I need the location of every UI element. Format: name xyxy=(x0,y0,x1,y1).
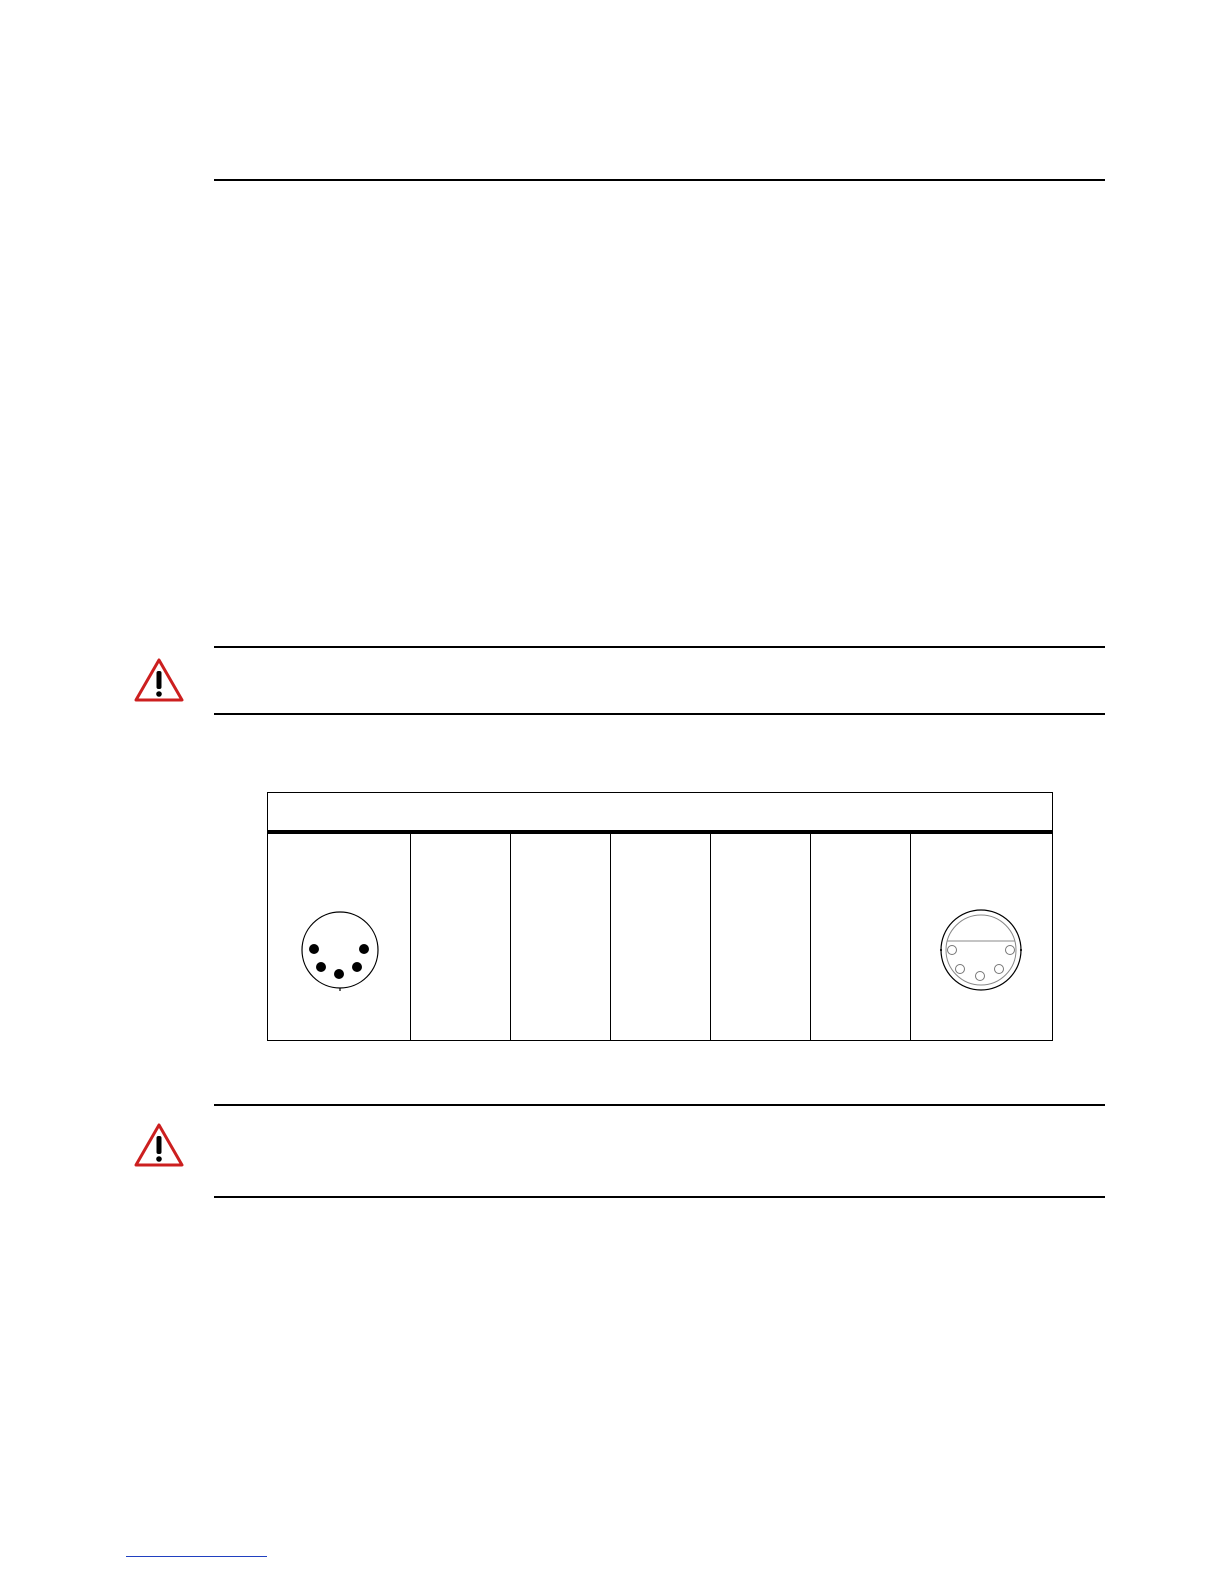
column-divider xyxy=(410,834,411,1040)
pinout-table xyxy=(267,792,1053,1041)
column-divider xyxy=(910,834,911,1040)
din-5-pin-male-connector-icon xyxy=(298,908,382,997)
caution-1-bottom-rule xyxy=(214,713,1105,715)
column-divider xyxy=(810,834,811,1040)
column-divider xyxy=(710,834,711,1040)
caution-2-top-rule xyxy=(214,1104,1105,1106)
caution-triangle-icon xyxy=(133,657,185,703)
caution-2-bottom-rule xyxy=(214,1196,1105,1198)
footer-link-underline[interactable] xyxy=(126,1556,267,1557)
pinout-table-header xyxy=(268,793,1052,834)
top-rule xyxy=(214,179,1105,181)
caution-triangle-icon xyxy=(133,1122,185,1168)
column-divider xyxy=(510,834,511,1040)
din-5-pin-female-connector-icon xyxy=(938,908,1024,999)
column-divider xyxy=(610,834,611,1040)
caution-1-top-rule xyxy=(214,646,1105,648)
